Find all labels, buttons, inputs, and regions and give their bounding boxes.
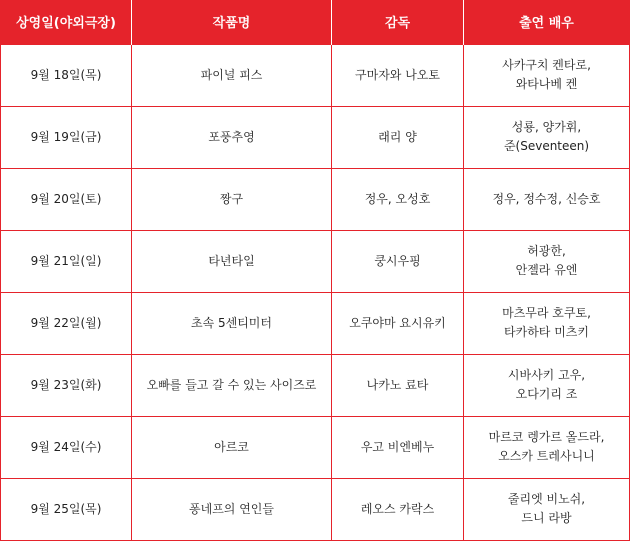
cast-line: 줄리엣 비노쉬, (507, 492, 586, 506)
cell-director: 오쿠야마 요시유키 (332, 292, 464, 354)
cell-director: 정우, 오성호 (332, 168, 464, 230)
cell-director: 나카노 료타 (332, 354, 464, 416)
table-row (1, 44, 630, 106)
cast-line: 사카구치 켄타로, (502, 58, 591, 72)
cast-line: 오스카 트레사니니 (498, 449, 595, 463)
cast-line: 마르코 렝가르 올드라, (488, 430, 605, 444)
table-header (1, 0, 630, 44)
cell-cast (464, 230, 630, 292)
header-date: 상영일(야외극장) (1, 0, 132, 44)
cell-cast (464, 44, 630, 106)
cast-line: 허광한, (527, 244, 566, 258)
cast-line: 준(Seventeen) (503, 139, 590, 153)
table-row (1, 354, 630, 416)
cell-cast (464, 106, 630, 168)
table-row (1, 230, 630, 292)
table-row (1, 416, 630, 478)
cell-date: 9월 18일(목) (1, 44, 132, 106)
cell-director: 레오스 카락스 (332, 478, 464, 540)
cast-line: 오다기리 조 (515, 387, 578, 401)
cell-title: 짱구 (132, 168, 332, 230)
header-director: 감독 (332, 0, 464, 44)
cell-title: 퐁네프의 연인들 (132, 478, 332, 540)
cell-cast (464, 292, 630, 354)
table-row (1, 168, 630, 230)
cell-date: 9월 24일(수) (1, 416, 132, 478)
cell-date: 9월 25일(목) (1, 478, 132, 540)
cast-line: 시바사키 고우, (507, 368, 586, 382)
table-row (1, 106, 630, 168)
cast-line: 와타나베 켄 (515, 77, 578, 91)
header-row (1, 0, 630, 44)
cell-director: 래리 양 (332, 106, 464, 168)
cell-cast (464, 354, 630, 416)
cast-line: 마츠무라 호쿠토, (502, 306, 591, 320)
cell-title: 파이널 피스 (132, 44, 332, 106)
table-body (1, 44, 630, 540)
header-cast: 출연 배우 (464, 0, 630, 44)
cell-director: 구마자와 나오토 (332, 44, 464, 106)
cell-date: 9월 19일(금) (1, 106, 132, 168)
cell-title: 초속 5센티미터 (132, 292, 332, 354)
cell-date: 9월 22일(월) (1, 292, 132, 354)
cell-cast (464, 478, 630, 540)
cell-title: 타년타일 (132, 230, 332, 292)
table-row (1, 478, 630, 540)
cell-title: 오빠를 들고 갈 수 있는 사이즈로 (132, 354, 332, 416)
cell-cast (464, 168, 630, 230)
cell-date: 9월 21일(일) (1, 230, 132, 292)
cell-director: 쿵시우핑 (332, 230, 464, 292)
cell-director: 우고 비엔베누 (332, 416, 464, 478)
cast-line: 타카하타 미츠키 (504, 325, 589, 339)
cell-date: 9월 23일(화) (1, 354, 132, 416)
cell-title: 아르코 (132, 416, 332, 478)
header-title: 작품명 (132, 0, 332, 44)
cell-title: 포풍추영 (132, 106, 332, 168)
table-row (1, 292, 630, 354)
cell-date: 9월 20일(토) (1, 168, 132, 230)
cell-cast (464, 416, 630, 478)
cast-line: 정우, 정수정, 신승호 (492, 191, 601, 206)
cast-line: 드니 라방 (521, 511, 572, 525)
cast-line: 안젤라 유엔 (515, 263, 578, 277)
cast-line: 성룡, 양가휘, (511, 120, 582, 134)
